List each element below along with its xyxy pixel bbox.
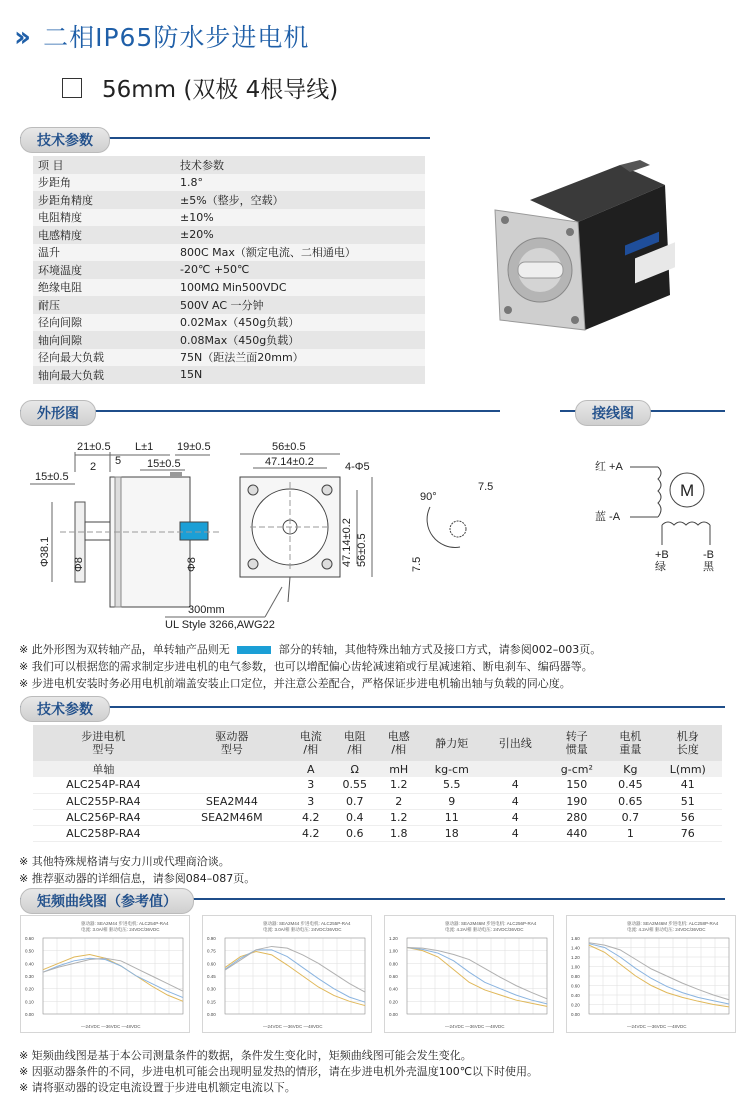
table-cell: 0.7 — [332, 793, 378, 809]
tick-label: 0.75 — [207, 948, 216, 954]
wire-b-minus: -B — [703, 549, 714, 561]
chart-header: 电流: 4.2A/相 驱动电压: 24VDC/36VDC — [445, 927, 524, 932]
spec-key: 径向最大负载 — [33, 349, 175, 367]
unit-cell: A — [290, 761, 332, 777]
table-cell: 18 — [420, 825, 484, 841]
wire-b-plus: +B — [655, 549, 669, 561]
unit-cell: L(mm) — [654, 761, 722, 777]
spec-value: 75N（距法兰面20mm） — [175, 349, 425, 367]
dim-label: 56±0.5 — [272, 441, 306, 453]
spec-row — [33, 314, 425, 332]
chart-legend: —24VDC —36VDC —48VDC — [627, 1024, 687, 1029]
table-cell: 1 — [607, 825, 653, 841]
spec-value: 15N — [175, 366, 425, 384]
wiring-diagram — [590, 445, 730, 575]
motor-photo — [490, 160, 690, 350]
table-cell: 11 — [420, 809, 484, 825]
spec-key: 步距角精度 — [33, 191, 175, 209]
dim-label: 7.5 — [478, 481, 494, 493]
column-header: 转子 惯量 — [546, 725, 607, 761]
spec-row — [33, 261, 425, 279]
dim-label: 4-Φ5 — [345, 461, 370, 473]
table-cell: 51 — [654, 793, 722, 809]
tick-label: 0.00 — [571, 1012, 580, 1017]
tick-label: 0.60 — [571, 983, 580, 989]
dim-label: 15±0.5 — [35, 471, 69, 483]
spec-row — [33, 366, 425, 384]
dim-label: 47.14±0.2 — [265, 456, 314, 468]
table-cell: ALC256P-RA4 — [33, 809, 174, 825]
dim-label: Φ38.1 — [39, 536, 51, 567]
spec-key: 温升 — [33, 244, 175, 262]
spec-row — [33, 349, 425, 367]
note-model-1: ※ 其他特殊规格请与安力川或代理商洽谈。 — [19, 855, 230, 868]
chart-header: 电流: 4.2A/相 驱动电压: 24VDC/36VDC — [627, 927, 706, 932]
table-cell: 1.2 — [378, 809, 420, 825]
unit-cell: 单轴 — [33, 761, 174, 777]
note-curve-2: ※ 因驱动器条件的不同，步进电机可能会出现明显发热的情形，请在步进电机外壳温度100℃以下时使用。 — [19, 1065, 539, 1078]
wire-b-plus-color: 绿 — [655, 561, 666, 573]
wire-b-minus-color: 黑 — [703, 561, 714, 573]
dim-label: 5 — [115, 455, 122, 467]
table-cell: 2 — [378, 793, 420, 809]
spec-value: -20℃ +50℃ — [175, 261, 425, 279]
column-header: 电机 重量 — [607, 725, 653, 761]
unit-cell: g-cm² — [546, 761, 607, 777]
chart-header: 电流: 3.0A/相 驱动电压: 24VDC/36VDC — [81, 927, 160, 932]
table-cell: 1.2 — [378, 777, 420, 793]
table-cell: 1.8 — [378, 825, 420, 841]
dim-label: 21±0.5 — [77, 441, 111, 453]
model-table — [33, 725, 722, 842]
spec-value: 100MΩ Min500VDC — [175, 279, 425, 297]
table-row — [33, 777, 722, 793]
tick-label: 0.40 — [389, 986, 398, 992]
wire-a-minus: 蓝 -A — [595, 511, 621, 523]
torque-curve-chart — [20, 915, 190, 1033]
tick-label: 0.45 — [207, 974, 216, 979]
table-cell: ALC255P-RA4 — [33, 793, 174, 809]
tick-label: 0.30 — [25, 974, 34, 979]
spec-key: 电阻精度 — [33, 209, 175, 227]
tick-label: 1.40 — [571, 945, 580, 951]
chart-header: 电流: 3.0A/相 驱动电压: 24VDC/36VDC — [263, 927, 342, 932]
chevron-right-icon: ›› — [14, 19, 26, 53]
table-row — [33, 793, 722, 809]
table-cell: 56 — [654, 809, 722, 825]
dim-label: 47.14±0.2 — [341, 518, 353, 567]
dim-label: 2 — [90, 461, 97, 473]
table-cell: 0.7 — [607, 809, 653, 825]
unit-cell — [174, 761, 290, 777]
table-cell: 9 — [420, 793, 484, 809]
table-cell: 4 — [484, 809, 546, 825]
spec-table — [33, 156, 425, 384]
unit-cell — [484, 761, 546, 777]
table-cell: 4.2 — [290, 825, 332, 841]
column-header: 机身 长度 — [654, 725, 722, 761]
table-cell: 4.2 — [290, 809, 332, 825]
driver-cell: SEA2M44 — [174, 793, 290, 809]
spec-value: ±5%（整步，空载） — [175, 191, 425, 209]
spec-value: ±20% — [175, 226, 425, 244]
chart-header: 驱动器: SEA2M44 步进电机: ALC255P-RA4 — [263, 921, 351, 926]
spec-row — [33, 331, 425, 349]
chart-legend: —24VDC —36VDC —48VDC — [445, 1024, 505, 1029]
column-header: 电感 /相 — [378, 725, 420, 761]
checkbox-icon — [62, 78, 82, 98]
table-cell: ALC258P-RA4 — [33, 825, 174, 841]
table-cell: 4 — [484, 825, 546, 841]
tick-label: 1.20 — [389, 936, 398, 941]
table-cell: 4 — [484, 777, 546, 793]
unit-cell: kg-cm — [420, 761, 484, 777]
note-outline-3: ※ 步进电机安装时务必用电机前端盖安装止口定位，并注意公差配合，严格保证步进电机输出轴与负载的同心度。 — [19, 677, 571, 690]
page-subtitle — [62, 71, 338, 104]
table-cell: 440 — [546, 825, 607, 841]
section-divider — [20, 706, 725, 708]
note-curve-1: ※ 矩频曲线图是基于本公司测量条件的数据，条件发生变化时，矩频曲线图可能会发生变化。 — [19, 1049, 472, 1062]
table-cell: 4 — [484, 793, 546, 809]
wire-a-plus: 红 +A — [595, 461, 623, 473]
tick-label: 0.20 — [25, 986, 34, 992]
dim-label: 19±0.5 — [177, 441, 211, 453]
spec-row — [33, 279, 425, 297]
tick-label: 1.20 — [571, 955, 580, 960]
spec-key: 步距角 — [33, 174, 175, 192]
section-outline: 外形图 — [20, 400, 96, 426]
column-header: 引出线 — [484, 725, 546, 761]
chart-header: 驱动器: SEA2M46M 步进电机: ALC256P-RA4 — [445, 921, 537, 926]
dim-label: Φ8 — [186, 557, 198, 572]
chart-legend: —24VDC —36VDC —48VDC — [81, 1024, 141, 1029]
cable-length: 300mm — [188, 604, 225, 616]
tick-label: 0.40 — [25, 961, 34, 967]
spec-key: 轴向最大负载 — [33, 366, 175, 384]
page-title — [14, 18, 309, 54]
tick-label: 0.20 — [571, 1002, 580, 1008]
tick-label: 0.00 — [389, 1012, 398, 1017]
spec-key: 项 目 — [33, 156, 175, 174]
dim-label: 7.5 — [411, 556, 423, 572]
spec-row — [33, 296, 425, 314]
spec-key: 径向间隙 — [33, 314, 175, 332]
dim-label: L±1 — [135, 441, 154, 453]
unit-cell: Kg — [607, 761, 653, 777]
torque-curve-chart — [566, 915, 736, 1033]
table-cell: 5.5 — [420, 777, 484, 793]
note-outline-1: ※ 此外形图为双转轴产品，单转轴产品则无 部分的转轴，其他特殊出轴方式及接口方式，请参阅002–003页。 — [19, 643, 602, 656]
tick-label: 0.90 — [207, 936, 216, 941]
driver-cell — [174, 825, 290, 841]
section-wiring: 接线图 — [575, 400, 651, 426]
table-row — [33, 825, 722, 841]
table-cell: 0.45 — [607, 777, 653, 793]
tick-label: 0.80 — [389, 961, 398, 967]
spec-row — [33, 244, 425, 262]
chart-legend: —24VDC —36VDC —48VDC — [263, 1024, 323, 1029]
spec-key: 电感精度 — [33, 226, 175, 244]
table-cell: 76 — [654, 825, 722, 841]
torque-curve-chart — [202, 915, 372, 1033]
column-header: 驱动器 型号 — [174, 725, 290, 761]
dim-label: 56±0.5 — [356, 533, 368, 567]
spec-row — [33, 226, 425, 244]
tick-label: 0.60 — [389, 974, 398, 979]
spec-value: 500V AC 一分钟 — [175, 296, 425, 314]
page-title-text: 二相IP65防水步进电机 — [43, 23, 310, 52]
column-header: 电流 /相 — [290, 725, 332, 761]
spec-row — [33, 209, 425, 227]
note-outline-2: ※ 我们可以根据您的需求制定步进电机的电气参数，也可以增配偏心齿轮减速箱或行星减速箱、断电刹车、编码器等。 — [19, 660, 593, 673]
cable-type: UL Style 3266,AWG22 — [165, 619, 275, 631]
shaft-color-swatch — [237, 646, 271, 654]
tick-label: 0.00 — [25, 1012, 34, 1017]
chart-header: 驱动器: SEA2M44 步进电机: ALC254P-RA4 — [81, 921, 169, 926]
spec-value: 技术参数 — [175, 156, 425, 174]
tick-label: 1.00 — [571, 964, 580, 970]
section-tech-params-2: 技术参数 — [20, 696, 110, 722]
spec-value: 1.8° — [175, 174, 425, 192]
tick-label: 0.60 — [207, 961, 216, 967]
tick-label: 0.30 — [207, 986, 216, 992]
spec-key: 绝缘电阻 — [33, 279, 175, 297]
spec-row — [33, 174, 425, 192]
table-cell: 190 — [546, 793, 607, 809]
table-cell: 0.65 — [607, 793, 653, 809]
table-cell: ALC254P-RA4 — [33, 777, 174, 793]
note-model-2: ※ 推荐驱动器的详细信息，请参阅084–087页。 — [19, 872, 256, 885]
table-cell: 150 — [546, 777, 607, 793]
table-cell: 0.4 — [332, 809, 378, 825]
spec-key: 轴向间隙 — [33, 331, 175, 349]
spec-row — [33, 191, 425, 209]
column-header: 电阻 /相 — [332, 725, 378, 761]
spec-key: 环境温度 — [33, 261, 175, 279]
tick-label: 0.50 — [25, 948, 34, 954]
tick-label: 0.60 — [25, 936, 34, 941]
tick-label: 0.80 — [571, 974, 580, 979]
section-tech-params: 技术参数 — [20, 127, 110, 153]
spec-row — [33, 156, 425, 174]
dim-label: Φ8 — [73, 557, 85, 572]
unit-cell: mH — [378, 761, 420, 777]
table-cell: 3 — [290, 793, 332, 809]
tick-label: 0.00 — [207, 1012, 216, 1017]
tick-label: 1.00 — [389, 948, 398, 954]
table-row — [33, 809, 722, 825]
table-cell: 41 — [654, 777, 722, 793]
table-cell: 280 — [546, 809, 607, 825]
dim-label: 15±0.5 — [147, 458, 181, 470]
page-subtitle-text: 56mm (双极 4根导线) — [102, 77, 339, 103]
outline-drawing — [20, 432, 540, 637]
spec-value: 0.02Max（450g负载） — [175, 314, 425, 332]
chart-header: 驱动器: SEA2M46M 步进电机: ALC258P-RA4 — [627, 921, 719, 926]
unit-cell: Ω — [332, 761, 378, 777]
tick-label: 0.15 — [207, 999, 216, 1005]
motor-symbol: M — [680, 481, 695, 500]
spec-value: 0.08Max（450g负载） — [175, 331, 425, 349]
driver-cell: SEA2M46M — [174, 809, 290, 825]
tick-label: 1.60 — [571, 936, 580, 941]
spec-value: ±10% — [175, 209, 425, 227]
tick-label: 0.40 — [571, 993, 580, 998]
tick-label: 0.10 — [25, 999, 34, 1005]
table-cell: 0.6 — [332, 825, 378, 841]
torque-curve-chart — [384, 915, 554, 1033]
spec-value: 800C Max（额定电流、二相通电） — [175, 244, 425, 262]
note-curve-3: ※ 请将驱动器的设定电流设置于步进电机额定电流以下。 — [19, 1081, 296, 1094]
column-header: 步进电机 型号 — [33, 725, 174, 761]
table-cell: 3 — [290, 777, 332, 793]
driver-cell — [174, 777, 290, 793]
section-torque-curve: 矩频曲线图（参考值） — [20, 888, 194, 914]
spec-key: 耐压 — [33, 296, 175, 314]
dim-label: 90° — [420, 491, 437, 503]
table-cell: 0.55 — [332, 777, 378, 793]
column-header: 静力矩 — [420, 725, 484, 761]
tick-label: 0.20 — [389, 999, 398, 1005]
